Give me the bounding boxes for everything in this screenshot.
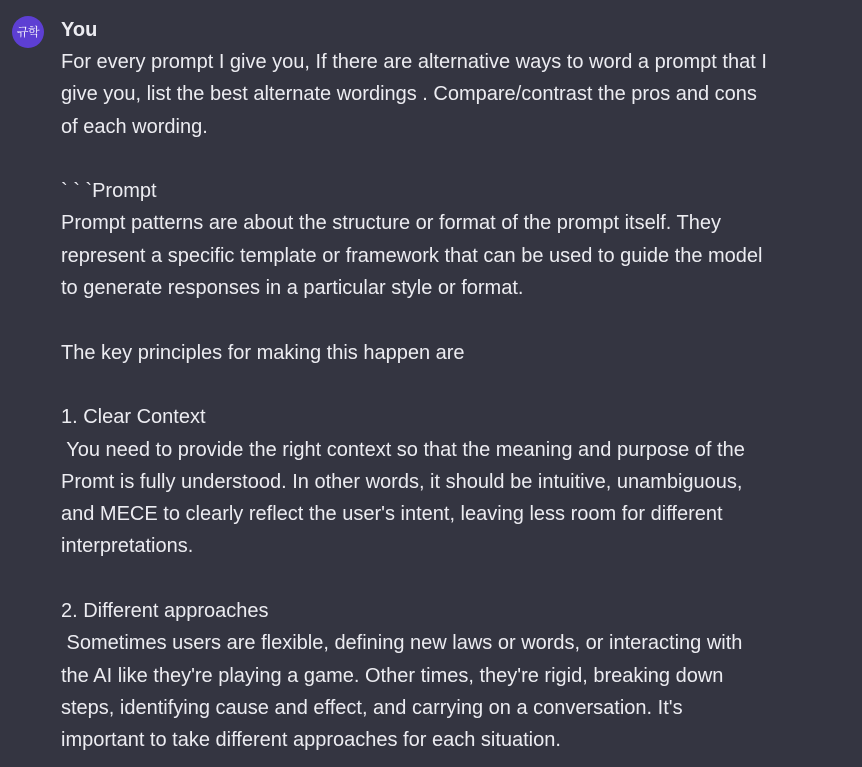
message-line: represent a specific template or framework that can be used to guide the model — [61, 244, 763, 267]
message-line: ` ` `Prompt — [61, 180, 157, 203]
message-line — [61, 304, 831, 336]
message-line: 1. Clear Context — [61, 406, 206, 429]
message-line: Promt is fully understood. In other words, it should be intuitive, unambiguous, — [61, 470, 743, 493]
message-line: The key principles for making this happen are — [61, 341, 465, 364]
message-line: important to take different approaches for each situation. — [61, 729, 561, 752]
message-line — [61, 563, 831, 595]
message-line: 2. Different approaches — [61, 600, 269, 623]
message-line: and MECE to clearly reflect the user's intent, leaving less room for different — [61, 503, 723, 526]
author-name: You — [61, 19, 98, 41]
message-line: You need to provide the right context so that the meaning and purpose of the — [61, 438, 745, 461]
message-line: the AI like they're playing a game. Other times, they're rigid, breaking down — [61, 664, 724, 687]
message-line: interpretations. — [61, 535, 194, 558]
message-line: Sometimes users are flexible, defining new laws or words, or interacting with — [61, 632, 743, 655]
message-line: steps, identifying cause and effect, and carrying on a conversation. It's — [61, 696, 683, 719]
message-line — [61, 369, 831, 401]
message-line — [61, 143, 831, 175]
message-line: of each wording. — [61, 115, 208, 138]
message-line: give you, list the best alternate wordings . Compare/contrast the pros and cons — [61, 83, 757, 106]
message-line: For every prompt I give you, If there are alternative ways to word a prompt that I — [61, 51, 767, 73]
message-line: to generate responses in a particular style or format. — [61, 277, 524, 300]
message-line: Prompt patterns are about the structure or format of the prompt itself. They — [61, 212, 721, 235]
message-body — [61, 46, 831, 757]
user-avatar[interactable]: 규학 — [12, 16, 44, 48]
